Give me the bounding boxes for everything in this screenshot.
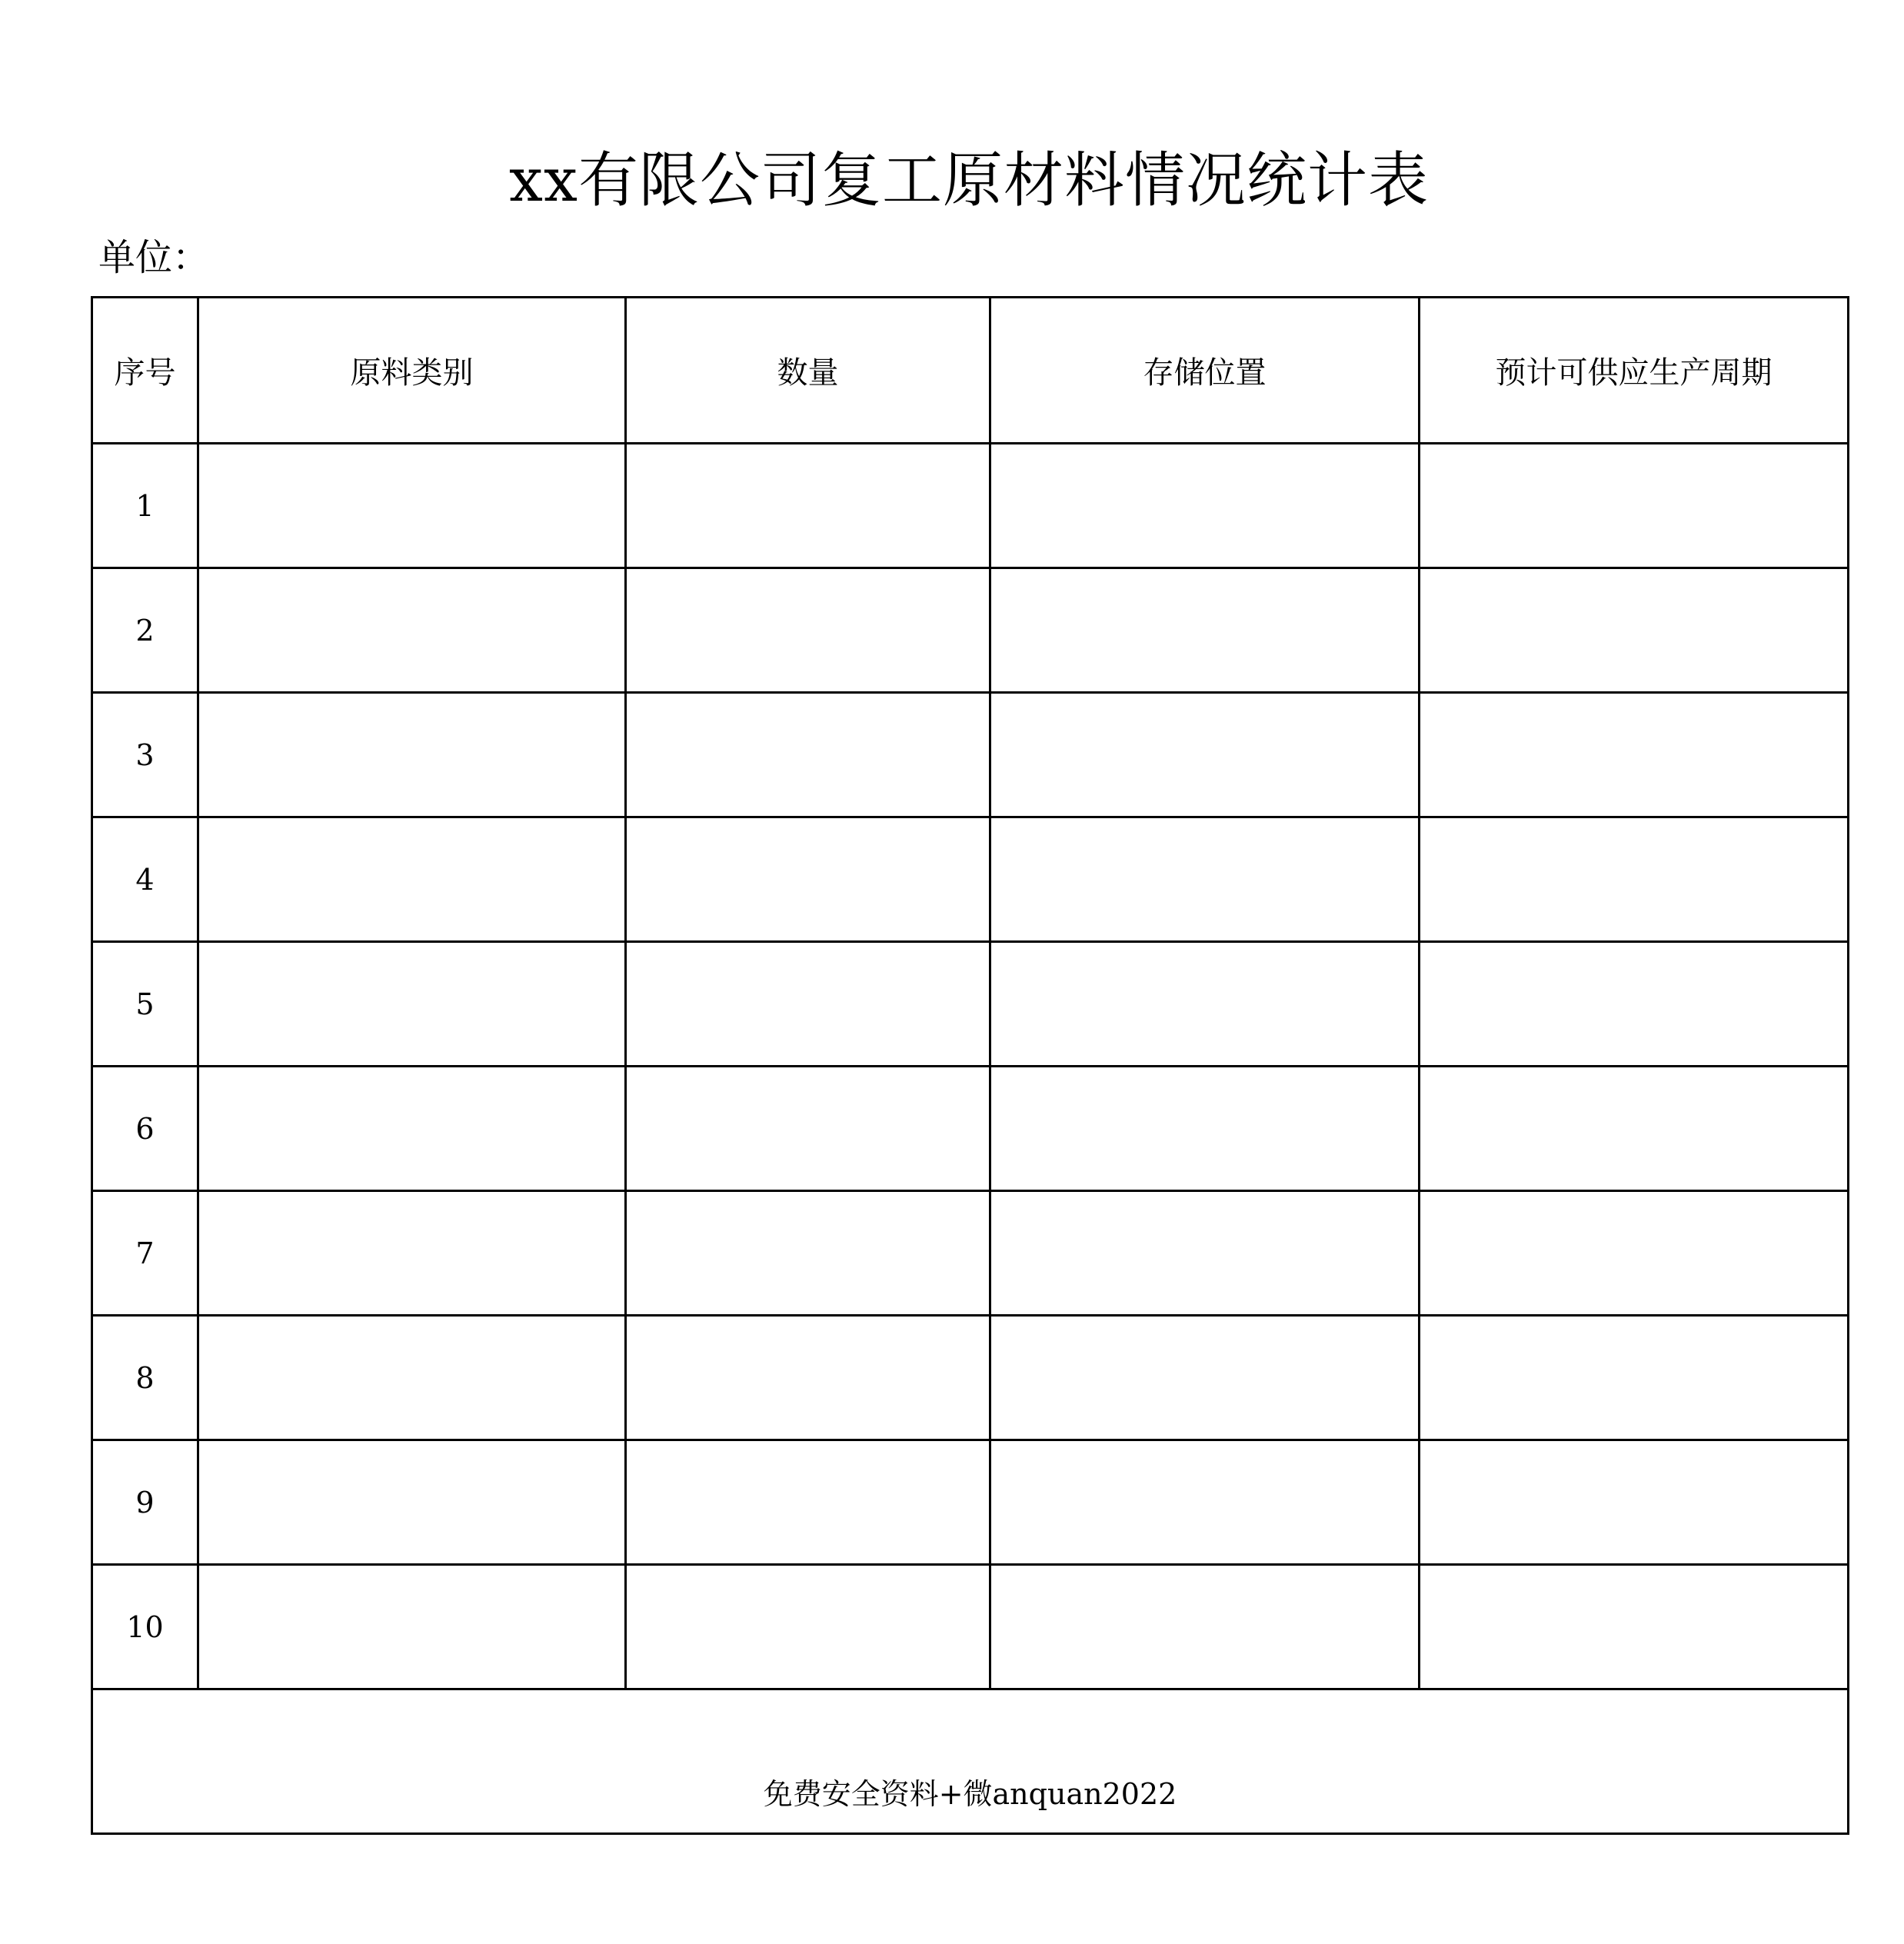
cell-storage-location[interactable] (990, 1191, 1420, 1316)
table-row (92, 568, 1849, 693)
cell-material-category[interactable] (198, 1316, 626, 1440)
cell-storage-location[interactable] (990, 693, 1420, 817)
cell-quantity[interactable] (626, 817, 990, 942)
cell-serial-number: 7 (92, 1191, 198, 1316)
cell-quantity[interactable] (626, 568, 990, 693)
cell-storage-location[interactable] (990, 444, 1420, 568)
cell-material-category[interactable] (198, 817, 626, 942)
table-row (92, 942, 1849, 1067)
cell-supply-cycle[interactable] (1420, 942, 1849, 1067)
table-header-row (92, 298, 1849, 444)
cell-quantity[interactable] (626, 1316, 990, 1440)
cell-supply-cycle[interactable] (1420, 817, 1849, 942)
cell-supply-cycle[interactable] (1420, 1067, 1849, 1191)
cell-supply-cycle[interactable] (1420, 693, 1849, 817)
header-supply-cycle: 预计可供应生产周期 (1420, 298, 1849, 444)
statistics-table (91, 296, 1849, 1835)
cell-serial-number: 10 (92, 1565, 198, 1689)
cell-material-category[interactable] (198, 444, 626, 568)
cell-material-category[interactable] (198, 942, 626, 1067)
table-row (92, 1067, 1849, 1191)
cell-supply-cycle[interactable] (1420, 1316, 1849, 1440)
cell-material-category[interactable] (198, 693, 626, 817)
cell-serial-number: 8 (92, 1316, 198, 1440)
header-serial-number: 序号 (92, 298, 198, 444)
cell-quantity[interactable] (626, 942, 990, 1067)
table-row (92, 1191, 1849, 1316)
cell-storage-location[interactable] (990, 1565, 1420, 1689)
cell-quantity[interactable] (626, 1440, 990, 1565)
cell-storage-location[interactable] (990, 942, 1420, 1067)
table-footer-row (92, 1689, 1849, 1834)
cell-storage-location[interactable] (990, 568, 1420, 693)
table-row (92, 444, 1849, 568)
cell-material-category[interactable] (198, 1565, 626, 1689)
cell-storage-location[interactable] (990, 1067, 1420, 1191)
cell-quantity[interactable] (626, 444, 990, 568)
cell-quantity[interactable] (626, 693, 990, 817)
table-row (92, 693, 1849, 817)
table-row (92, 1565, 1849, 1689)
cell-serial-number: 5 (92, 942, 198, 1067)
cell-serial-number: 3 (92, 693, 198, 817)
footer-note: 免费安全资料+微anquan2022 (92, 1689, 1849, 1834)
cell-material-category[interactable] (198, 1067, 626, 1191)
cell-material-category[interactable] (198, 1191, 626, 1316)
page-title: xx有限公司复工原材料情况统计表 (509, 146, 1429, 215)
cell-serial-number: 4 (92, 817, 198, 942)
header-quantity: 数量 (626, 298, 990, 444)
header-material-category: 原料类别 (198, 298, 626, 444)
cell-quantity[interactable] (626, 1191, 990, 1316)
header-storage-location: 存储位置 (990, 298, 1420, 444)
table-row (92, 1440, 1849, 1565)
cell-serial-number: 6 (92, 1067, 198, 1191)
cell-serial-number: 9 (92, 1440, 198, 1565)
cell-quantity[interactable] (626, 1565, 990, 1689)
cell-material-category[interactable] (198, 568, 626, 693)
cell-storage-location[interactable] (990, 1440, 1420, 1565)
table-row (92, 1316, 1849, 1440)
cell-serial-number: 1 (92, 444, 198, 568)
cell-supply-cycle[interactable] (1420, 1191, 1849, 1316)
unit-label: 单位： (98, 236, 210, 279)
cell-quantity[interactable] (626, 1067, 990, 1191)
cell-supply-cycle[interactable] (1420, 568, 1849, 693)
table-row (92, 817, 1849, 942)
cell-storage-location[interactable] (990, 1316, 1420, 1440)
cell-serial-number: 2 (92, 568, 198, 693)
cell-supply-cycle[interactable] (1420, 1440, 1849, 1565)
cell-material-category[interactable] (198, 1440, 626, 1565)
cell-storage-location[interactable] (990, 817, 1420, 942)
cell-supply-cycle[interactable] (1420, 444, 1849, 568)
cell-supply-cycle[interactable] (1420, 1565, 1849, 1689)
